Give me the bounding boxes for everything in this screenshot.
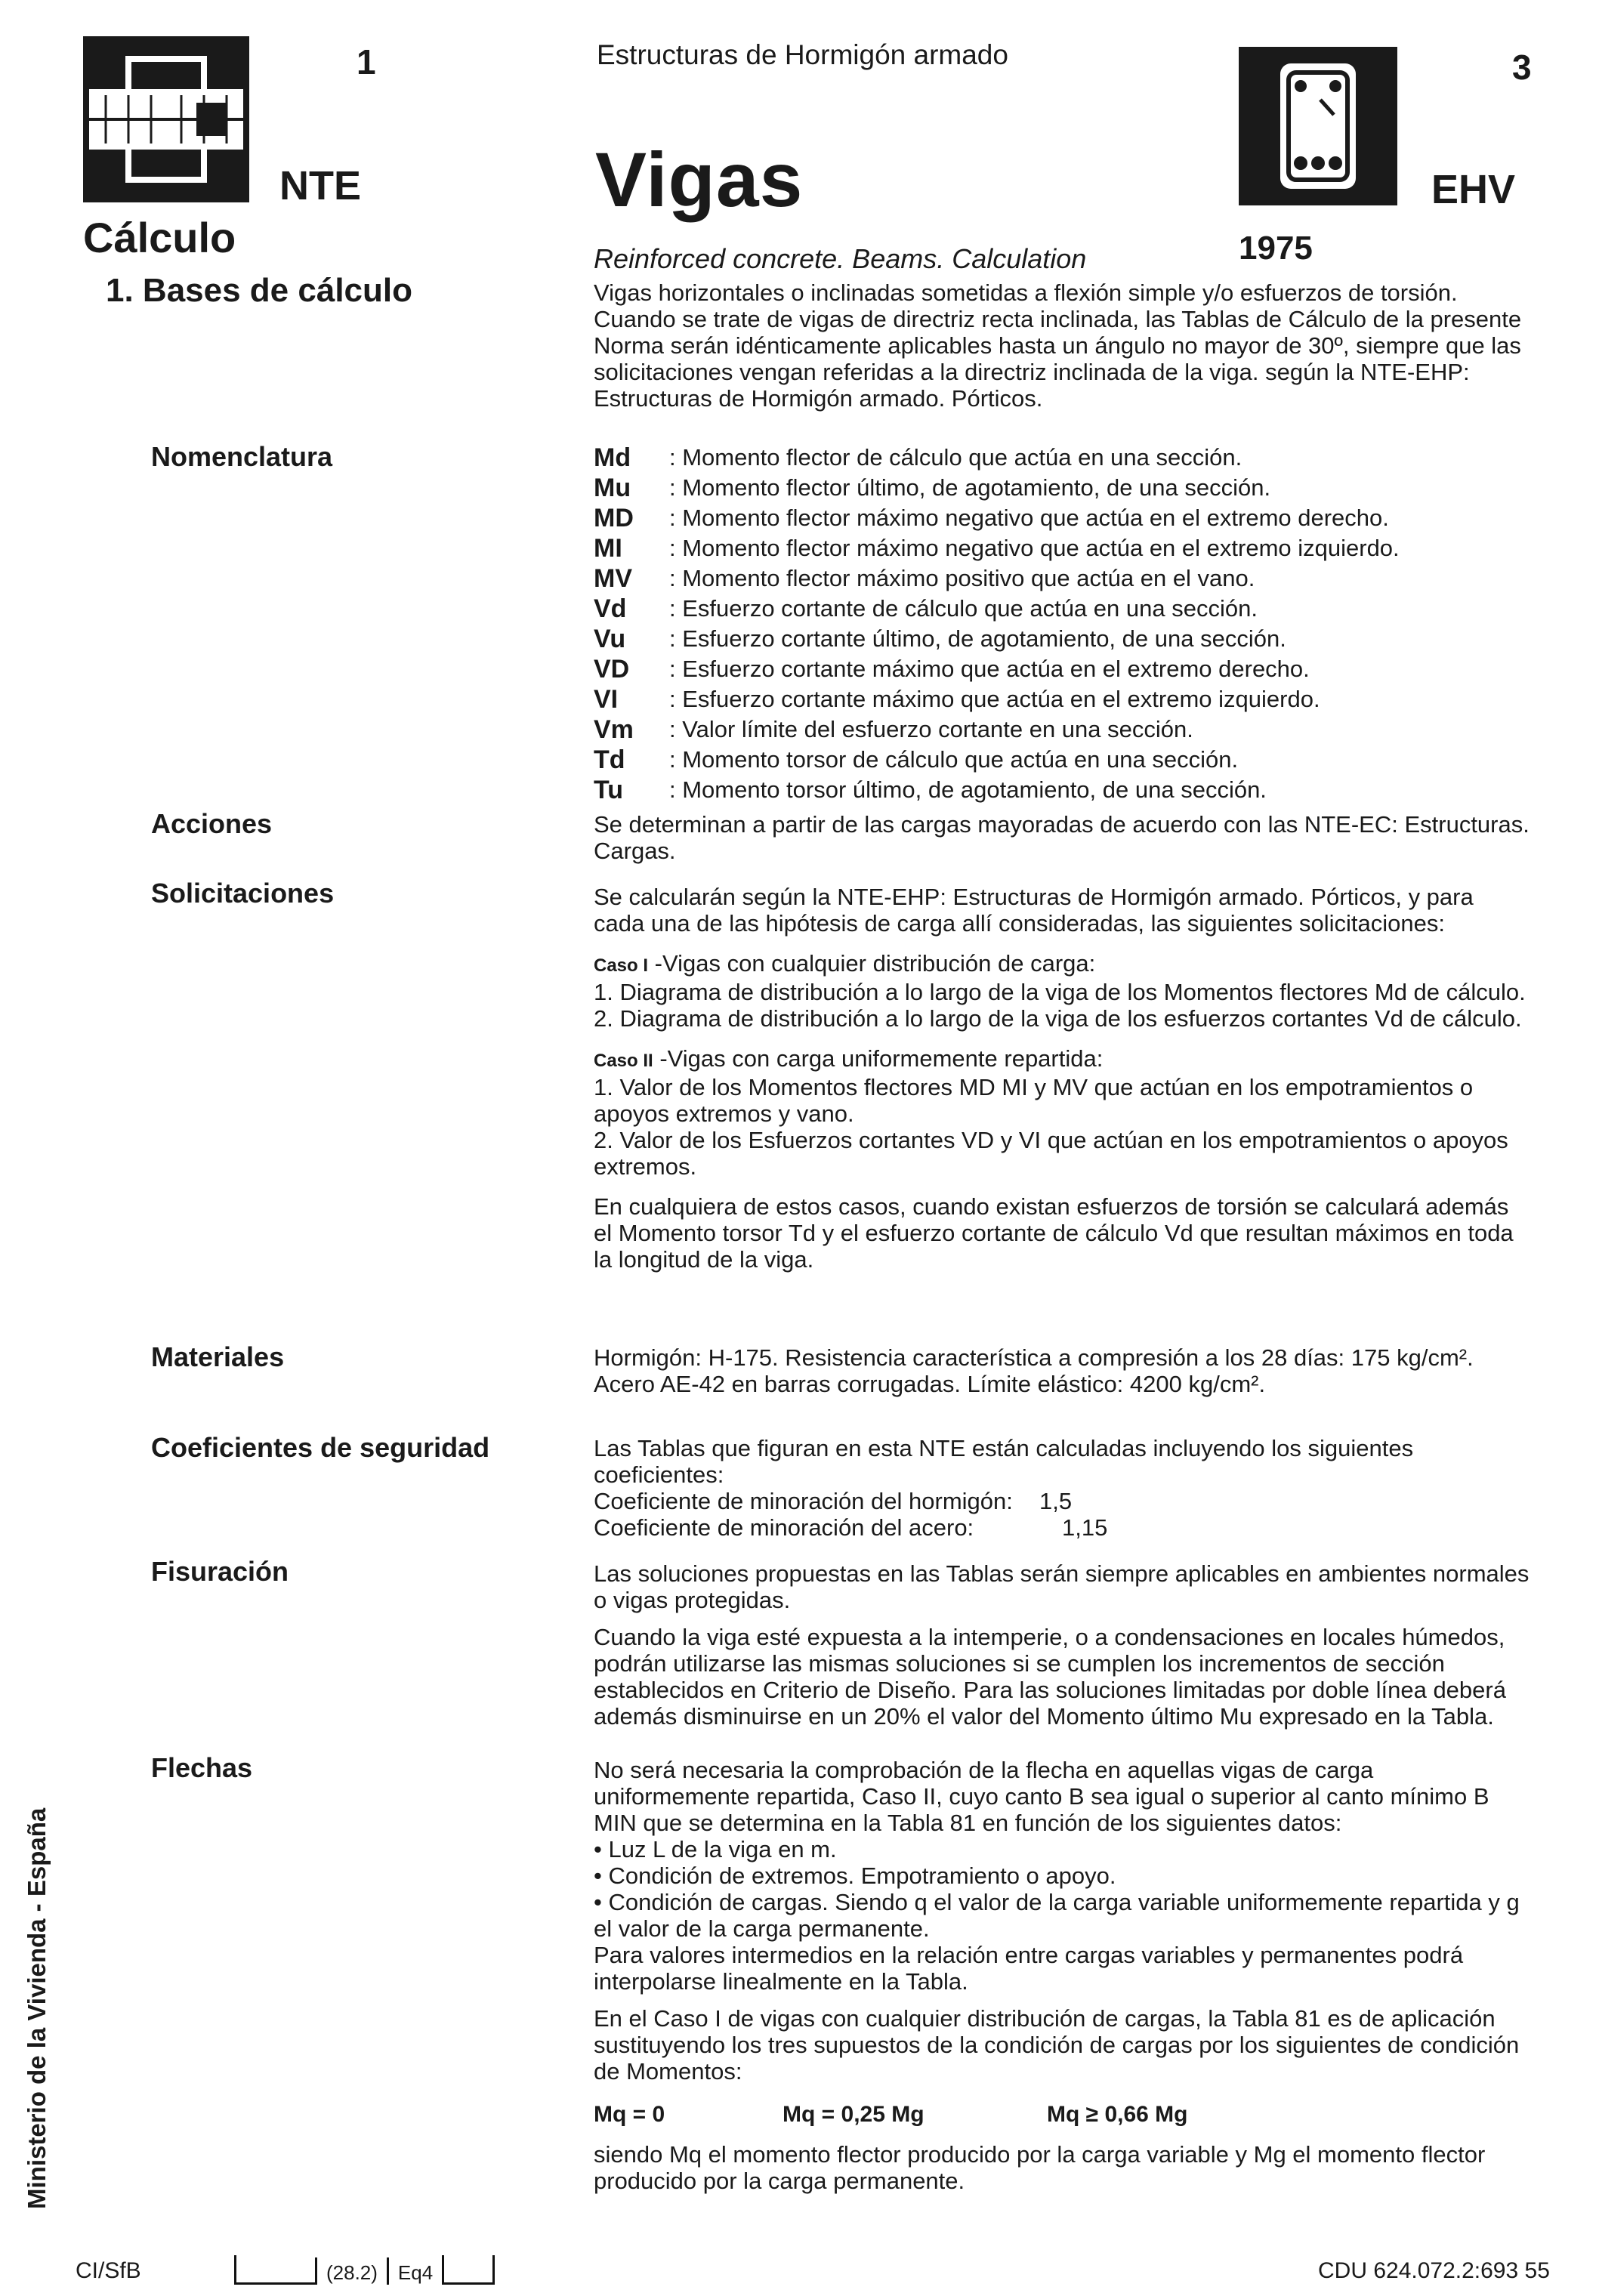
coeficiente-value: 1,15 [1062,1514,1108,1541]
coeficiente-label: Coeficiente de minoración del hormigón: [594,1488,1013,1514]
classification-cell [315,2257,387,2285]
nte-tag: NTE [279,163,361,208]
nomenclature-description: : Esfuerzo cortante máximo que actúa en el extremo derecho. [669,656,1310,682]
nomenclature-row [594,443,1530,473]
nomenclature-symbol: Vu [594,625,626,653]
nomenclature-symbol: VD [594,655,630,684]
caso2-title: -Vigas con carga uniformemente repartida: [659,1045,1104,1072]
caso2-heading [594,1045,1530,1074]
nte-logo [83,36,249,202]
nomenclature-row [594,654,1530,684]
caso2-label: Caso II [594,1051,653,1071]
coeficiente-label: Coeficiente de minoración del acero: [594,1514,974,1541]
nomenclature-list [594,443,1530,805]
moment-formulas [594,2101,1530,2128]
label-flechas: Flechas [151,1752,253,1783]
caso1-item: 1. Diagrama de distribución a lo largo de la viga de los Momentos flectores Md de cálculo. [594,979,1526,1005]
classification-empty-cell [442,2255,495,2285]
nomenclature-row [594,563,1530,594]
ministry-vertical-text: Ministerio de la Vivienda - España [23,1807,51,2209]
series-title: Estructuras de Hormigón armado [597,39,1008,70]
flechas-paragraph-1: No será necesaria la comprobación de la flecha en aquellas vigas de carga uniformemente repartida, Caso II, cuyo canto B sea igual o superior al canto mínimo B MIN que se determina en la Tabla 81 en función de los siguientes datos: [594,1757,1489,1836]
classification-cell [387,2257,442,2285]
label-nomenclatura: Nomenclatura [151,441,333,472]
label-coeficientes: Coeficientes de seguridad [151,1432,490,1463]
nomenclature-description: : Momento flector de cálculo que actúa en una sección. [669,444,1242,471]
right-page-number: 3 [1512,48,1532,87]
nomenclature-symbol: Vm [594,715,634,744]
label-acciones: Acciones [151,808,273,839]
intro-block [594,279,1530,412]
nomenclature-symbol: Tu [594,776,624,804]
solicitaciones-outro: En cualquiera de estos casos, cuando existan esfuerzos de torsión se calculará además el Momento torsor Td y el esfuerzo cortante de cálculo Vd que resultan máximos en toda la longitud de la viga. [594,1193,1514,1273]
nomenclature-symbol: Mu [594,474,631,502]
materiales-line-1: Hormigón: H-175. Resistencia característica a compresión a los 28 días: 175 kg/cm². [594,1344,1474,1371]
fisuracion-paragraph-2: Cuando la viga esté expuesta a la intemperie, o a condensaciones en locales húmedos, podrán utilizarse las mismas soluciones si se cumplen los incrementos de sección establecidos en Criterio de Diseño. Para las soluciones limitadas por doble línea deberá además disminuirse en un 20% el valor del Momento último Mu expresado en la Tabla. [594,1624,1506,1730]
flechas-bullet: • Condición de cargas. Siendo q el valor de la carga variable uniformemente repartida y g el valor de la carga permanente. [594,1889,1520,1942]
ehv-tag: EHV [1431,167,1516,212]
nomenclature-row [594,745,1530,775]
caso2-item: 2. Valor de los Esfuerzos cortantes VD y VI que actúan en los empotramientos o apoyos extremos. [594,1127,1508,1180]
nomenclature-row [594,533,1530,563]
nomenclature-description: : Momento flector último, de agotamiento, de una sección. [669,474,1271,501]
nomenclature-row [594,473,1530,503]
left-page-number: 1 [357,42,376,82]
formula-mq-025: Mq = 0,25 Mg [783,2102,925,2127]
classification-empty-cell [234,2255,315,2285]
ehv-beam-section-logo [1239,47,1397,205]
label-materiales: Materiales [151,1341,285,1372]
coeficiente-row [594,1514,1530,1541]
acciones-text: Se determinan a partir de las cargas mayoradas de acuerdo con las NTE-EC: Estructuras. Cargas. [594,811,1530,864]
fisuracion-block [594,1560,1530,1730]
nomenclature-symbol: MI [594,534,622,563]
coeficiente-row [594,1488,1530,1514]
section-heading: 1. Bases de cálculo [106,272,412,309]
caso1-title: -Vigas con cualquier distribución de carga: [654,950,1096,977]
formula-mq-066: Mq ≥ 0,66 Mg [1047,2102,1188,2127]
label-solicitaciones: Solicitaciones [151,878,335,909]
caso1-label: Caso I [594,955,649,976]
cdu-code: CDU 624.072.2:693 55 [1318,2258,1550,2283]
nomenclature-row [594,714,1530,745]
fisuracion-paragraph-1: Las soluciones propuestas en las Tablas serán siempre aplicables en ambientes normales o vigas protegidas. [594,1560,1530,1613]
coeficientes-intro: Las Tablas que figuran en esta NTE están calculadas incluyendo los siguientes coeficientes: [594,1435,1414,1488]
nomenclature-symbol: Md [594,443,631,472]
nomenclature-description: : Esfuerzo cortante último, de agotamiento, de una sección. [669,625,1286,652]
materiales-line-2: Acero AE-42 en barras corrugadas. Límite elástico: 4200 kg/cm². [594,1371,1266,1397]
nomenclature-description: : Momento torsor último, de agotamiento, de una sección. [669,776,1267,803]
classification-code-1: (28.2) [326,2261,378,2284]
label-fisuracion: Fisuración [151,1556,289,1587]
coeficiente-value: 1,5 [1039,1488,1073,1514]
nomenclature-symbol: Td [594,745,625,774]
subtitle: Reinforced concrete. Beams. Calculation [594,243,1087,274]
formula-mq-zero: Mq = 0 [594,2102,665,2127]
nomenclature-symbol: MV [594,564,632,593]
flechas-paragraph-3: En el Caso I de vigas con cualquier distribución de cargas, la Tabla 81 es de aplicación sustituyendo los tres supuestos de la condición de cargas por los siguientes de condición de Momentos: [594,2005,1520,2085]
classification-code-2: Eq4 [397,2261,434,2284]
caso1-item: 2. Diagrama de distribución a lo largo de la viga de los esfuerzos cortantes Vd de cálculo. [594,1005,1522,1032]
cisfb-classification-box [234,2254,495,2285]
nomenclature-row [594,775,1530,805]
nomenclature-description: : Esfuerzo cortante máximo que actúa en el extremo izquierdo. [669,686,1320,712]
nomenclature-row [594,684,1530,714]
solicitaciones-block [594,884,1530,1273]
intro-paragraph-1: Vigas horizontales o inclinadas sometidas a flexión simple y/o esfuerzos de torsión. [594,279,1458,306]
nomenclature-symbol: MD [594,504,634,532]
nomenclature-description: : Esfuerzo cortante de cálculo que actúa en una sección. [669,595,1258,622]
nomenclature-description: : Momento flector máximo negativo que actúa en el extremo derecho. [669,505,1389,531]
flechas-bullet: • Condición de extremos. Empotramiento o apoyo. [594,1862,1116,1889]
caso1-heading [594,950,1530,979]
nomenclature-symbol: Vd [594,594,627,623]
nomenclature-row [594,594,1530,624]
cisfb-label: CI/SfB [76,2258,141,2283]
nomenclature-row [594,624,1530,654]
year: 1975 [1239,230,1313,267]
nomenclature-description: : Momento flector máximo positivo que actúa en el vano. [669,565,1255,591]
nomenclature-description: : Momento torsor de cálculo que actúa en una sección. [669,746,1239,773]
nomenclature-symbol: VI [594,685,619,714]
coeficientes-block [594,1435,1530,1541]
flechas-paragraph-4: siendo Mq el momento flector producido por la carga variable y Mg el momento flector producido por la carga permanente. [594,2141,1486,2194]
section-title: Cálculo [83,214,236,261]
nomenclature-description: : Valor límite del esfuerzo cortante en una sección. [669,716,1193,742]
materiales-block [594,1344,1530,1397]
flechas-paragraph-2: Para valores intermedios en la relación entre cargas variables y permanentes podrá interpolarse linealmente en la Tabla. [594,1942,1464,1995]
intro-paragraph-2: Cuando se trate de vigas de directriz recta inclinada, las Tablas de Cálculo de la presente Norma serán idénticamente aplicables hasta un ángulo no mayor de 30º, siempre que las solicitaciones vengan referidas a la directriz inclinada de la viga. según la NTE-EHP: Estructuras de Hormigón armado. Pórticos. [594,306,1522,412]
nomenclature-row [594,503,1530,533]
flechas-bullet: • Luz L de la viga en m. [594,1836,837,1862]
main-title: Vigas [595,137,804,223]
solicitaciones-intro: Se calcularán según la NTE-EHP: Estructuras de Hormigón armado. Pórticos, y para cada una de las hipótesis de carga allí consideradas, las siguientes solicitaciones: [594,884,1474,937]
nomenclature-description: : Momento flector máximo negativo que actúa en el extremo izquierdo. [669,535,1400,561]
flechas-block [594,1757,1530,2194]
caso2-item: 1. Valor de los Momentos flectores MD MI y MV que actúan en los empotramientos o apoyos extremos y vano. [594,1074,1474,1127]
